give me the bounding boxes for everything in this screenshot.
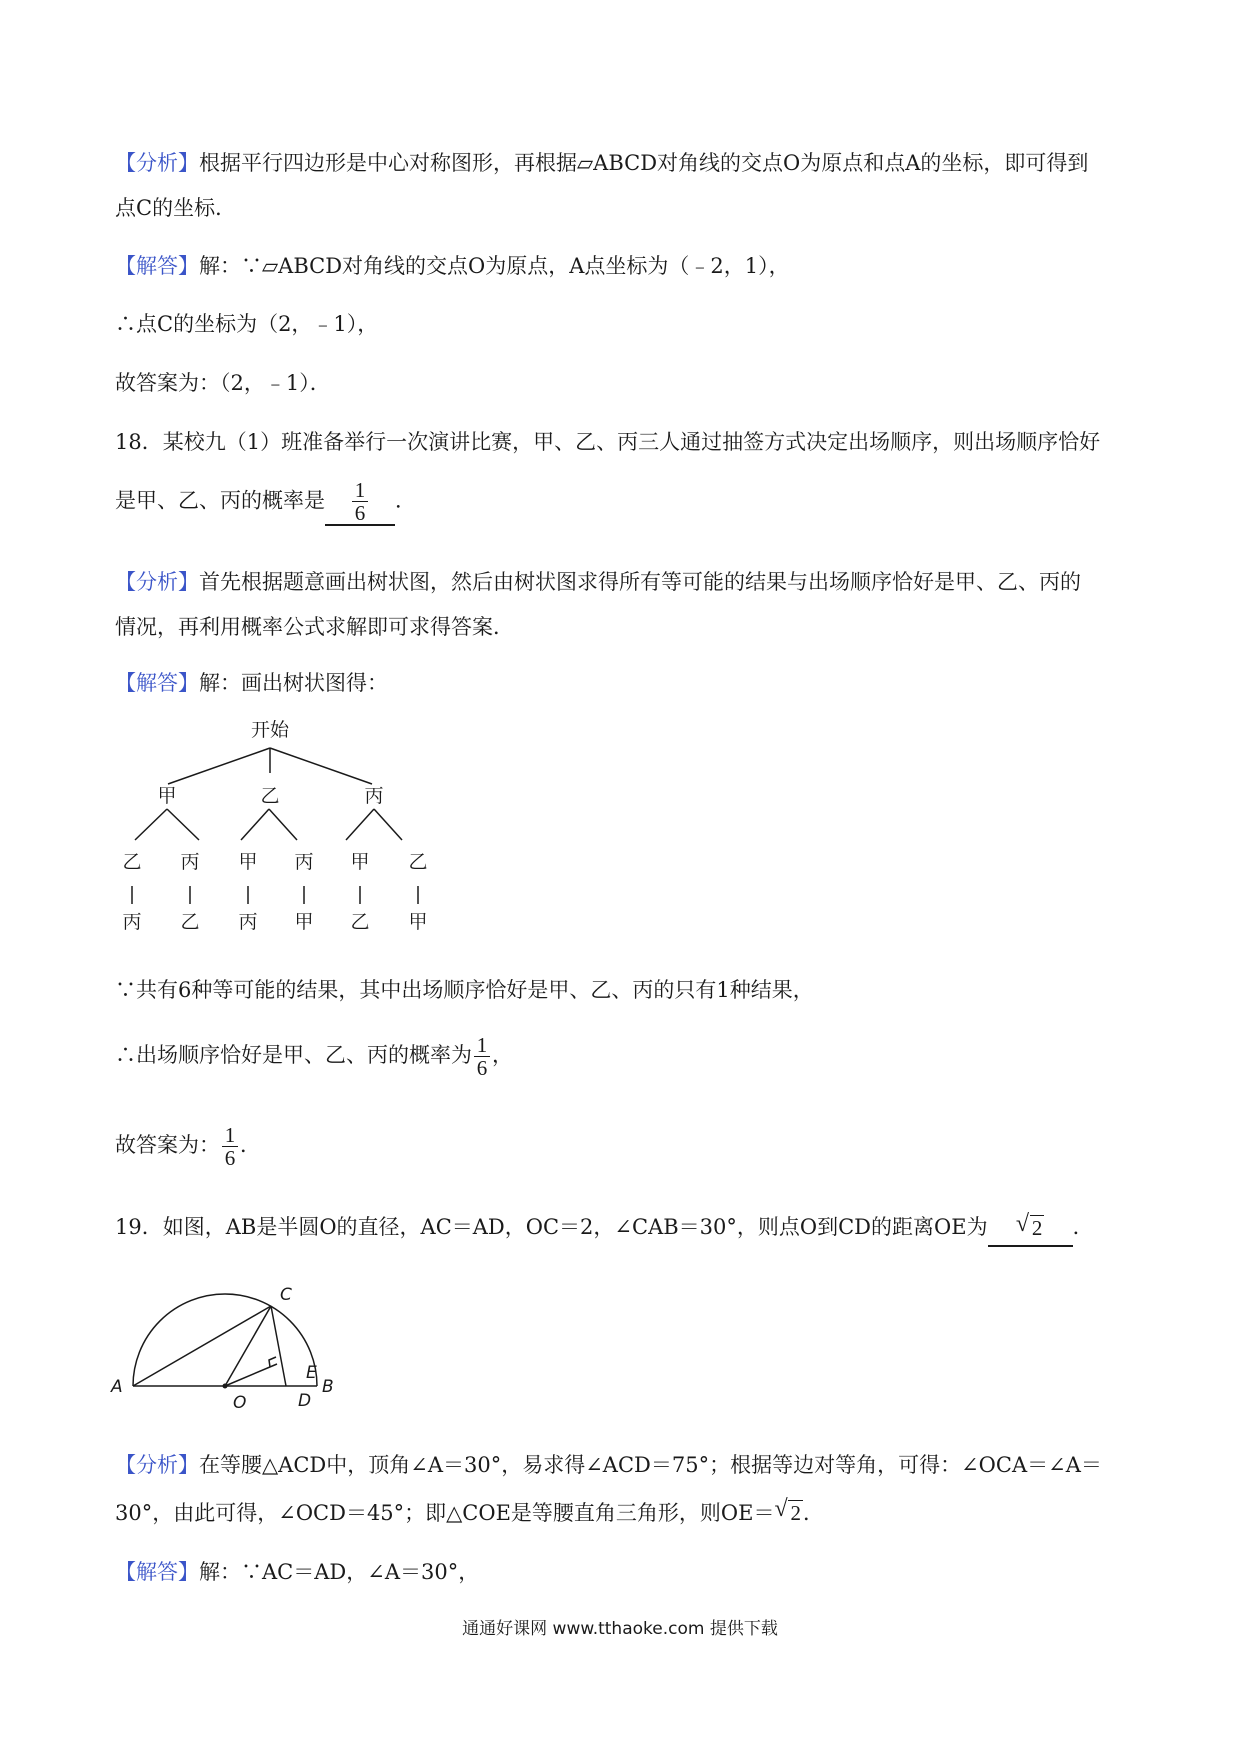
q18-question-line1: 18．某校九（1）班准备举行一次演讲比赛，甲、乙、丙三人通过抽签方式决定出场顺序，则出场顺序恰好	[115, 430, 1101, 454]
sqrt-radicand: 2	[1031, 1215, 1043, 1240]
label-c: C	[280, 1285, 292, 1305]
sqrt-radicand: 2	[790, 1501, 801, 1525]
fraction-numerator: 1	[354, 478, 366, 502]
q17-solution-line2: ∴点C的坐标为（2，﹣1），	[115, 312, 379, 336]
tree-l2-1: 丙	[180, 851, 200, 873]
tree-l3-5: 甲	[408, 911, 428, 933]
fraction-denominator: 6	[354, 501, 366, 525]
q19-analysis-line2	[115, 1496, 824, 1530]
q18-analysis-line1	[115, 567, 1081, 597]
tree-l2-0: 乙	[122, 851, 142, 873]
label-d: D	[298, 1391, 312, 1411]
q19-analysis-line1	[115, 1450, 1102, 1480]
q19-answer-blank	[988, 1211, 1073, 1247]
tree-l1-1: 乙	[260, 785, 280, 807]
q17-solution-line3: 故答案为：（2，﹣1）．	[115, 371, 331, 395]
q19-answer-sqrt: √ 2	[1015, 1210, 1043, 1240]
q19-analysis-sqrt: √ 2	[774, 1496, 801, 1525]
tree-l1-0: 甲	[157, 785, 177, 807]
q18-answer-blank	[325, 478, 395, 526]
page-footer: 通通好课网 www.tthaoke.com 提供下载	[462, 1619, 778, 1639]
q18-solution-end4: ．	[240, 1133, 261, 1157]
q17-solution-line1	[115, 251, 790, 281]
q18-solution-text4: 故答案为：	[115, 1133, 220, 1157]
q18-analysis-text1: 首先根据题意画出树状图，然后由树状图求得所有等可能的结果与出场顺序恰好是甲、乙、丙的	[199, 570, 1081, 594]
q18-solution-line2: ∵共有6种等可能的结果，其中出场顺序恰好是甲、乙、丙的只有1种结果，	[115, 978, 814, 1002]
q18-solution-line4	[115, 1120, 261, 1170]
tree-l1-2: 丙	[364, 785, 384, 807]
q19-question-end: ．	[1072, 1215, 1094, 1239]
tree-l2-4: 甲	[350, 851, 370, 873]
q19-analysis-text2: 30°，由此可得，∠OCD＝45°；即△COE是等腰直角三角形，则OE＝	[115, 1501, 775, 1525]
solution-tag: 【解答】	[115, 254, 199, 278]
label-a: A	[111, 1377, 123, 1397]
tree-l2-3: 丙	[294, 851, 314, 873]
q18-analysis-line2: 情况，再利用概率公式求解即可求得答案．	[115, 615, 514, 639]
analysis-tag: 【分析】	[115, 151, 199, 175]
semicircle-figure	[108, 1268, 368, 1418]
analysis-tag: 【分析】	[115, 1453, 199, 1477]
q18-answer-fraction	[352, 479, 368, 524]
q17-solution-text1: 解：∵▱ABCD对角线的交点O为原点，A点坐标为（﹣2，1），	[199, 254, 790, 278]
analysis-tag: 【分析】	[115, 570, 199, 594]
tree-l3-0: 丙	[122, 911, 142, 933]
fraction-denominator: 6	[476, 1056, 488, 1080]
q18-solution-text1: 解：画出树状图得：	[199, 671, 388, 695]
q18-question-line2	[115, 478, 416, 526]
probability-tree-diagram	[100, 718, 460, 948]
fraction-numerator: 1	[476, 1033, 488, 1057]
q18-solution-text3: ∴出场顺序恰好是甲、乙、丙的概率为	[115, 1043, 472, 1067]
q19-analysis-end2: ．	[802, 1501, 824, 1525]
q18-solution-line1	[115, 668, 388, 698]
label-b: B	[322, 1377, 334, 1397]
tree-l3-3: 甲	[294, 911, 314, 933]
fraction-numerator: 1	[224, 1123, 236, 1147]
q19-question-text: 19．如图，AB是半圆O的直径，AC＝AD，OC＝2，∠CAB＝30°，则点O到CD的距离OE为	[115, 1215, 988, 1239]
tree-l2-5: 乙	[408, 851, 428, 873]
q18-solution-end3: ，	[492, 1043, 513, 1067]
label-e: E	[306, 1363, 317, 1383]
fraction-denominator: 6	[224, 1146, 236, 1170]
probability-fraction	[474, 1034, 490, 1079]
label-o: O	[233, 1393, 247, 1413]
tree-l3-4: 乙	[350, 911, 370, 933]
q18-question-end: ．	[395, 488, 416, 513]
solution-tag: 【解答】	[115, 1560, 199, 1584]
q19-question	[115, 1210, 1094, 1247]
solution-tag: 【解答】	[115, 671, 199, 695]
tree-root: 开始	[250, 719, 290, 741]
q19-solution-text1: 解：∵AC＝AD，∠A＝30°，	[199, 1560, 480, 1584]
q18-solution-line3	[115, 1030, 513, 1080]
q19-solution-line1	[115, 1557, 479, 1587]
q17-analysis-line1	[115, 148, 1088, 178]
tree-l3-2: 丙	[238, 911, 258, 933]
q17-analysis-line2: 点C的坐标．	[115, 196, 237, 220]
tree-l2-2: 甲	[238, 851, 258, 873]
tree-l3-1: 乙	[180, 911, 200, 933]
answer-fraction	[222, 1124, 238, 1169]
q17-analysis-text1: 根据平行四边形是中心对称图形，再根据▱ABCD对角线的交点O为原点和点A的坐标，即可得到	[199, 151, 1089, 175]
q19-analysis-text1: 在等腰△ACD中，顶角∠A＝30°，易求得∠ACD＝75°；根据等边对等角，可得：∠OCA＝∠A＝	[199, 1453, 1102, 1477]
q18-question-text2: 是甲、乙、丙的概率是	[115, 488, 325, 513]
